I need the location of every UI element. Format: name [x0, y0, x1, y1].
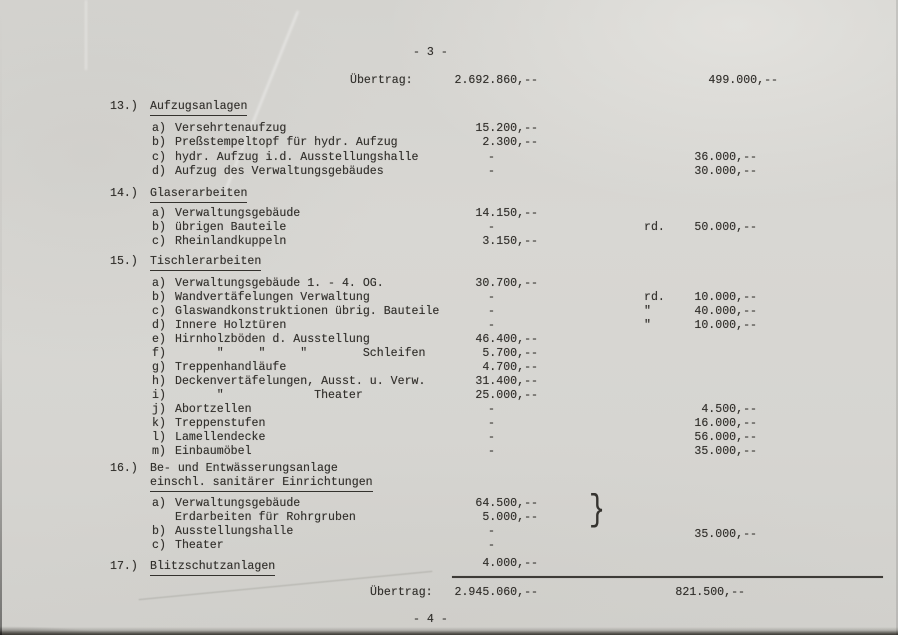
item-letter: e): [152, 333, 166, 346]
section-header: [0, 255, 898, 269]
item-letter: f): [152, 347, 166, 360]
item-letter: i): [152, 389, 166, 402]
scan-edge-bottom: [0, 627, 898, 635]
line-item: [0, 347, 898, 361]
amount-col2: 10.000,--: [694, 319, 757, 332]
item-label: Lamellendecke: [175, 431, 266, 444]
section-title: Tischlerarbeiten: [150, 255, 261, 271]
section-header: [0, 100, 898, 114]
line-item: [0, 207, 898, 221]
amount-col1: 4.700,--: [482, 361, 538, 374]
line-item: [0, 403, 898, 417]
amount-col2: 50.000,--: [694, 221, 757, 234]
item-label: Verwaltungsgebäude 1. - 4. OG.: [175, 277, 384, 290]
carry-amount-col1: 2.692.860,--: [454, 74, 538, 87]
item-label: hydr. Aufzug i.d. Ausstellungshalle: [175, 151, 419, 164]
amount-col1: 5.000,--: [482, 511, 538, 524]
line-item: [0, 319, 898, 333]
item-letter: b): [152, 525, 166, 538]
amount-col1-dash: -: [488, 417, 495, 430]
amount-col1-dash: -: [488, 539, 495, 552]
section-title: Aufzugsanlagen: [150, 100, 247, 116]
rd-abbrev: rd.: [644, 221, 665, 234]
section-number: 14.): [110, 187, 138, 200]
item-letter: c): [152, 539, 166, 552]
amount-col1-dash: -: [488, 291, 495, 304]
item-letter: b): [152, 221, 166, 234]
item-letter: a): [152, 207, 166, 220]
item-label: Wandvertäfelungen Verwaltung: [175, 291, 370, 304]
item-letter: g): [152, 361, 166, 374]
amount-col1-dash: -: [488, 445, 495, 458]
carry-amount-col1: 2.945.060,--: [454, 586, 538, 599]
item-label: Glaswandkonstruktionen übrig. Bauteile: [175, 305, 440, 318]
item-letter: h): [152, 375, 166, 388]
line-item: [0, 291, 898, 305]
item-label: übrigen Bauteile: [175, 221, 287, 234]
item-letter: k): [152, 417, 166, 430]
line-item: [0, 136, 898, 150]
amount-col1: 30.700,--: [475, 277, 538, 290]
item-letter: c): [152, 235, 166, 248]
amount-col2: 4.500,--: [701, 403, 757, 416]
amount-col1: 31.400,--: [475, 375, 538, 388]
line-item: [0, 151, 898, 165]
paper-crease: [85, 0, 87, 70]
item-label: Rheinlandkuppeln: [175, 235, 287, 248]
grouping-brace: }: [589, 490, 605, 532]
amount-col1: 25.000,--: [475, 389, 538, 402]
amount-col2: 35.000,--: [694, 445, 757, 458]
carry-amount-col2: 821.500,--: [675, 586, 745, 599]
item-label: Einbaumöbel: [175, 445, 252, 458]
carry-label: Übertrag:: [350, 74, 413, 87]
amount-col1: 64.500,--: [475, 497, 538, 510]
page-number-bottom: - 4 -: [413, 613, 448, 626]
item-label: Erdarbeiten für Rohrgruben: [175, 511, 356, 524]
line-item: [0, 235, 898, 249]
amount-col1: 2.300,--: [482, 136, 538, 149]
item-letter: a): [152, 277, 166, 290]
amount-col1-dash: -: [488, 221, 495, 234]
item-label: Ausstellungshalle: [175, 525, 294, 538]
line-item: [0, 165, 898, 179]
item-letter: l): [152, 431, 166, 444]
item-letter: b): [152, 291, 166, 304]
section-title-line1: Be- und Entwässerungsanlage: [150, 462, 338, 475]
item-letter: a): [152, 122, 166, 135]
line-item: [0, 375, 898, 389]
line-item: [0, 431, 898, 445]
item-letter: d): [152, 319, 166, 332]
line-item: [0, 333, 898, 347]
line-item: [0, 497, 898, 511]
item-letter: c): [152, 305, 166, 318]
item-label: Preßstempeltopf für hydr. Aufzug: [175, 136, 398, 149]
group-amount-row: [0, 528, 898, 542]
line-item: [0, 445, 898, 459]
amount-col2: 35.000,--: [694, 528, 757, 541]
section-number: 15.): [110, 255, 138, 268]
scan-edge-left: [0, 0, 2, 635]
item-letter: m): [152, 445, 166, 458]
item-label: Aufzug des Verwaltungsgebäudes: [175, 165, 384, 178]
item-label: Treppenstufen: [175, 417, 266, 430]
amount-col2: 56.000,--: [694, 431, 757, 444]
amount-col2: 16.000,--: [694, 417, 757, 430]
item-letter: j): [152, 403, 166, 416]
section-title: Glaserarbeiten: [150, 187, 247, 203]
line-item: [0, 277, 898, 291]
amount-col2: 36.000,--: [694, 151, 757, 164]
item-label: Innere Holztüren: [175, 319, 287, 332]
item-label-ditto: " Theater: [175, 389, 363, 402]
amount-col1-dash: -: [488, 165, 495, 178]
carry-forward-top: [0, 74, 898, 88]
amount-col1-dash: -: [488, 403, 495, 416]
item-label: Hirnholzböden d. Ausstellung: [175, 333, 370, 346]
item-letter: d): [152, 165, 166, 178]
line-item: [0, 361, 898, 375]
amount-col1-dash: -: [488, 151, 495, 164]
item-label: Theater: [175, 539, 224, 552]
line-item: [0, 557, 898, 571]
sum-rule: [452, 576, 883, 578]
section-title: Blitzschutzanlagen: [150, 560, 275, 576]
carry-amount-col2: 499.000,--: [708, 74, 778, 87]
amount-col1: 46.400,--: [475, 333, 538, 346]
amount-col1: 4.000,--: [482, 557, 538, 570]
amount-col1-dash: -: [488, 319, 495, 332]
line-item: [0, 389, 898, 403]
section-number: 16.): [110, 462, 138, 475]
carry-label: Übertrag:: [370, 586, 433, 599]
line-item: [0, 122, 898, 136]
item-label: Verwaltungsgebäude: [175, 207, 301, 220]
item-label: Treppenhandläufe: [175, 361, 287, 374]
item-label-ditto: " " " Schleifen: [175, 347, 426, 360]
ditto-mark: ": [644, 319, 651, 332]
amount-col1-dash: -: [488, 525, 495, 538]
line-item: [0, 511, 898, 525]
line-item: [0, 221, 898, 235]
section-header: [0, 187, 898, 201]
section-title-line2: einschl. sanitärer Einrichtungen: [150, 476, 373, 492]
ditto-mark: ": [644, 305, 651, 318]
amount-col1: 5.700,--: [482, 347, 538, 360]
amount-col1: 15.200,--: [475, 122, 538, 135]
amount-col1-dash: -: [488, 305, 495, 318]
amount-col1: 14.150,--: [475, 207, 538, 220]
item-letter: a): [152, 497, 166, 510]
item-label: Versehrtenaufzug: [175, 122, 287, 135]
item-label: Verwaltungsgebäude: [175, 497, 301, 510]
item-label: Abortzellen: [175, 403, 252, 416]
carry-forward-bottom: [0, 586, 898, 600]
amount-col2: 30.000,--: [694, 165, 757, 178]
section-number: 17.): [110, 560, 138, 573]
amount-col1: 3.150,--: [482, 235, 538, 248]
amount-col2: 40.000,--: [694, 305, 757, 318]
line-item: [0, 417, 898, 431]
line-item: [0, 305, 898, 319]
page-number-top: - 3 -: [413, 46, 448, 59]
item-letter: c): [152, 151, 166, 164]
amount-col1-dash: -: [488, 431, 495, 444]
item-letter: b): [152, 136, 166, 149]
item-label: Deckenvertäfelungen, Ausst. u. Verw.: [175, 375, 426, 388]
section-header-line2: [0, 476, 898, 490]
rd-abbrev: rd.: [644, 291, 665, 304]
section-header: [0, 462, 898, 476]
amount-col2: 10.000,--: [694, 291, 757, 304]
section-number: 13.): [110, 100, 138, 113]
